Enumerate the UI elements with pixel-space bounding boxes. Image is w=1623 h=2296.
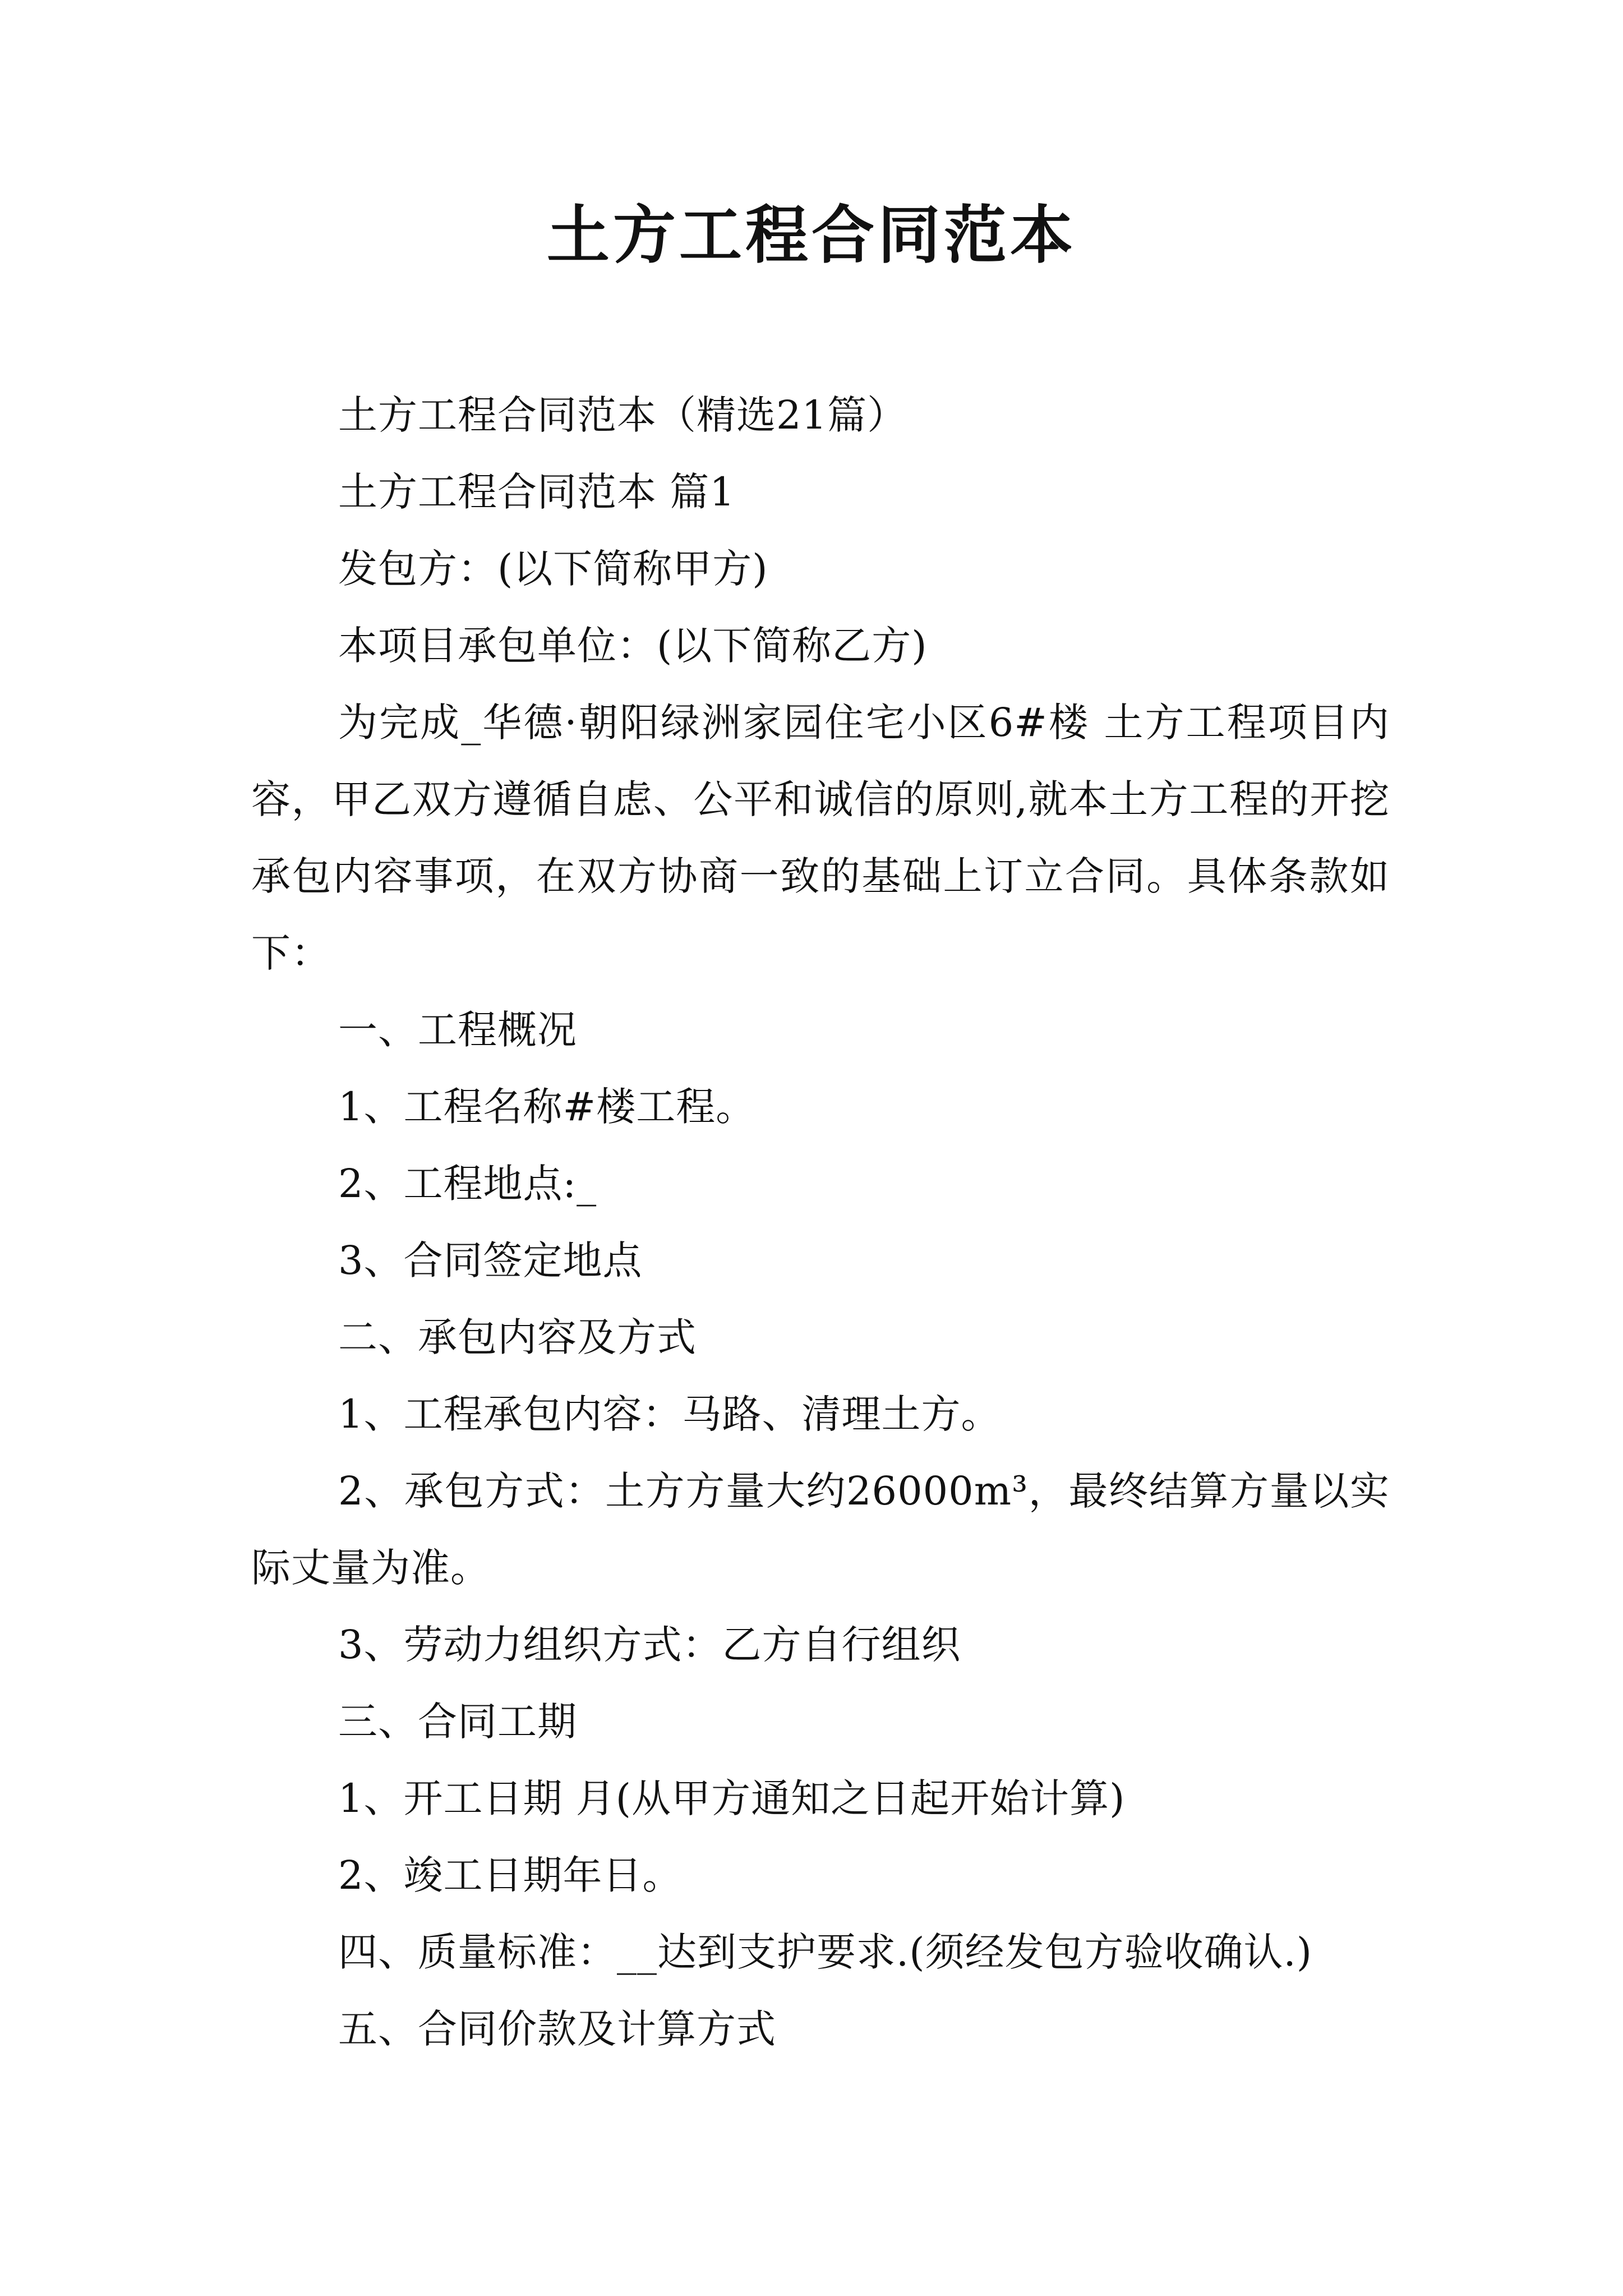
paragraph-collection-title: 土方工程合同范本（精选21篇） [338,392,907,438]
section-heading-price: 五、合同价款及计算方式 [338,2006,776,2052]
paragraph-scope-method: 2、承包方式：土方方量大约26000m³，最终结算方量以实际丈量为准。 [251,1468,1390,1591]
section-heading-schedule: 三、合同工期 [338,1699,577,1745]
paragraph-preamble: 为完成_华德·朝阳绿洲家园住宅小区6#楼 土方工程项目内容，甲乙双方遵循自虑、公平和诚信的原则,就本土方工程的开挖承包内容事项，在双方协商一致的基础上订立合同。具体条款如下： [251,700,1390,976]
paragraph-project-location: 2、工程地点:_ [338,1161,597,1207]
section-heading-overview: 一、工程概况 [338,1007,577,1053]
section-heading-quality: 四、质量标准：__达到支护要求.(须经发包方验收确认.) [338,1929,1313,1975]
paragraph-party-a: 发包方：(以下简称甲方) [338,546,768,592]
document-body [251,377,1390,2068]
paragraph-completion-date: 2、竣工日期年日。 [338,1852,683,1898]
paragraph-party-b: 本项目承包单位：(以下简称乙方) [338,623,928,669]
paragraph-project-name: 1、工程名称#楼工程。 [338,1084,756,1130]
document-title: 土方工程合同范本 [547,199,1076,272]
paragraph-article-heading: 土方工程合同范本 篇1 [338,469,735,515]
paragraph-start-date: 1、开工日期 月(从甲方通知之日起开始计算) [338,1775,1126,1821]
paragraph-signing-location: 3、合同签定地点 [338,1237,643,1283]
paragraph-scope-content: 1、工程承包内容：马路、清理土方。 [338,1391,1001,1437]
section-heading-scope: 二、承包内容及方式 [338,1314,697,1360]
paragraph-labor-organization: 3、劳动力组织方式：乙方自行组织 [338,1622,961,1668]
